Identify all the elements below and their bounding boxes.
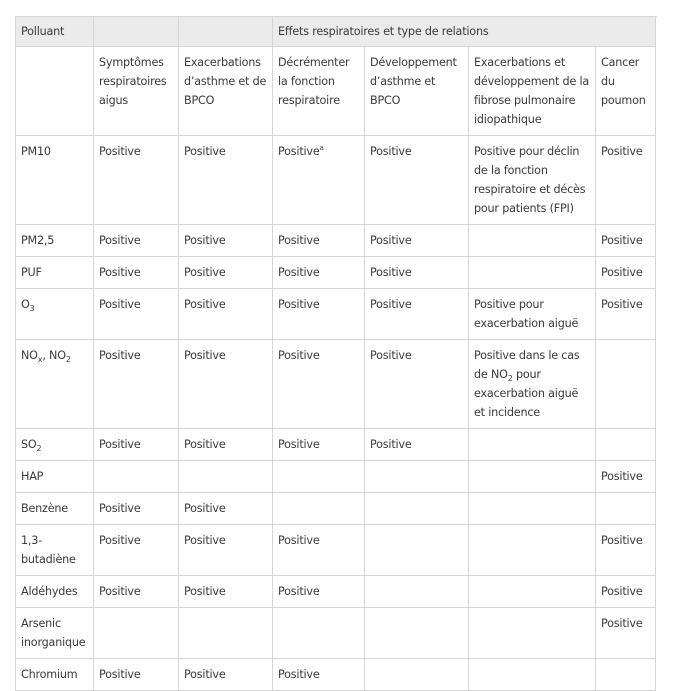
respiratory-effects-table: [15, 16, 656, 691]
effect-cell: Positive: [273, 257, 365, 289]
effect-cell: Positive dans le cas de $NO_2$ pour exacerbation aiguë et incidence: [469, 340, 596, 429]
effect-cell: Positive: [365, 340, 469, 429]
effect-cell: Positive: [94, 493, 179, 525]
footnote-marker: a: [319, 144, 324, 152]
effect-cell: Positive: [365, 429, 469, 461]
effect-cell: Positive: [94, 429, 179, 461]
effect-cell: Positive: [94, 225, 179, 257]
header-group: Effets respiratoires et type de relations: [273, 17, 656, 47]
effect-cell: [469, 257, 596, 289]
effect-cell: [94, 461, 179, 493]
effect-cell: Positive: [179, 493, 273, 525]
effect-cell: [365, 461, 469, 493]
effect-cell: Positive: [94, 659, 179, 691]
pollutant-cell: $NO_x$, $NO_2$: [16, 340, 94, 429]
table-row: [16, 340, 656, 429]
column-header: Décrémenter la fonction respiratoire: [273, 47, 365, 136]
pollutant-cell: PM10: [16, 136, 94, 225]
table-row: [16, 576, 656, 608]
effect-cell: [596, 340, 656, 429]
effect-cell: [365, 659, 469, 691]
effect-cell: Positive: [179, 659, 273, 691]
effect-cell: Positive: [596, 289, 656, 340]
effect-cell: Positive: [596, 525, 656, 576]
pollutant-cell: Benzène: [16, 493, 94, 525]
column-header: Symptômes respiratoires aigus: [94, 47, 179, 136]
effect-cell: Positive: [596, 461, 656, 493]
table-row: [16, 289, 656, 340]
effect-cell: [469, 525, 596, 576]
subscript: 2: [507, 374, 513, 383]
table-row: [16, 429, 656, 461]
effect-cell: Positive: [179, 289, 273, 340]
effect-cell: [469, 576, 596, 608]
effect-cell: Positive: [179, 340, 273, 429]
effect-cell: Positive: [596, 608, 656, 659]
effect-cell: Positive: [94, 136, 179, 225]
effect-cell: Positive: [273, 525, 365, 576]
effect-cell: Positive pour déclin de la fonction respiratoire et décès pour patients (FPI): [469, 136, 596, 225]
pollutant-cell: 1,3-butadiène: [16, 525, 94, 576]
effect-cell: [469, 429, 596, 461]
column-header: Développement d’asthme et BPCO: [365, 47, 469, 136]
effect-cell: Positive: [179, 525, 273, 576]
table-row: [16, 257, 656, 289]
subscript: 2: [65, 355, 71, 364]
effect-cell: [273, 461, 365, 493]
pollutant-cell: PM2,5: [16, 225, 94, 257]
pollutant-cell: Chromium: [16, 659, 94, 691]
subscript: x: [37, 355, 43, 364]
pollutant-cell: Arsenic inorganique: [16, 608, 94, 659]
subscript: 3: [29, 304, 35, 313]
effect-cell: Positive: [273, 429, 365, 461]
effect-cell: Positive: [94, 525, 179, 576]
subheader-row: [16, 47, 656, 136]
effect-cell: [365, 608, 469, 659]
table-row: [16, 659, 656, 691]
pollutant-cell: PUF: [16, 257, 94, 289]
effect-cell: Positive: [94, 340, 179, 429]
effect-cell: Positive: [596, 576, 656, 608]
effect-cell: Positive: [94, 257, 179, 289]
effect-cell: [596, 493, 656, 525]
effect-cell: Positive pour exacerbation aiguë: [469, 289, 596, 340]
effect-cell: Positive$^a$: [273, 136, 365, 225]
effect-cell: Positive: [179, 429, 273, 461]
table-body: [16, 136, 656, 691]
effect-cell: Positive: [179, 225, 273, 257]
column-header: Exacerbations et développement de la fibrose pulmonaire idiopathique: [469, 47, 596, 136]
effect-cell: Positive: [596, 136, 656, 225]
effect-cell: Positive: [596, 257, 656, 289]
effect-cell: [273, 608, 365, 659]
effect-cell: Positive: [273, 289, 365, 340]
effect-cell: Positive: [273, 659, 365, 691]
effect-cell: Positive: [179, 576, 273, 608]
effect-cell: Positive: [273, 576, 365, 608]
effect-cell: Positive: [273, 225, 365, 257]
pollutant-cell: $SO_2$: [16, 429, 94, 461]
table-row: [16, 493, 656, 525]
effect-cell: Positive: [365, 289, 469, 340]
subscript: 2: [36, 444, 42, 453]
pollutant-cell: Aldéhydes: [16, 576, 94, 608]
effect-cell: [365, 525, 469, 576]
effect-cell: Positive: [94, 576, 179, 608]
effect-cell: [596, 429, 656, 461]
effect-cell: Positive: [596, 225, 656, 257]
table-row: [16, 525, 656, 576]
subheader-blank: [16, 47, 94, 136]
pollutant-cell: $O_3$: [16, 289, 94, 340]
effect-cell: Positive: [94, 289, 179, 340]
header-row: [16, 17, 656, 47]
effect-cell: [273, 493, 365, 525]
effect-cell: [469, 608, 596, 659]
header-blank: [94, 17, 179, 47]
header-pollutant: Polluant: [16, 17, 94, 47]
effect-cell: [596, 659, 656, 691]
table-row: [16, 136, 656, 225]
effect-cell: [469, 659, 596, 691]
effect-cell: [94, 608, 179, 659]
effect-cell: [469, 225, 596, 257]
effect-cell: [469, 493, 596, 525]
column-header: Exacerbations d’asthme et de BPCO: [179, 47, 273, 136]
effect-cell: [365, 493, 469, 525]
effect-cell: Positive: [365, 257, 469, 289]
effect-cell: Positive: [365, 136, 469, 225]
table-row: [16, 461, 656, 493]
column-header: Cancer du poumon: [596, 47, 656, 136]
effect-cell: [365, 576, 469, 608]
effect-cell: [179, 461, 273, 493]
effect-cell: Positive: [273, 340, 365, 429]
effect-cell: Positive: [179, 257, 273, 289]
header-blank: [179, 17, 273, 47]
effect-cell: Positive: [179, 136, 273, 225]
effect-cell: [469, 461, 596, 493]
effect-cell: [179, 608, 273, 659]
table-row: [16, 225, 656, 257]
pollutant-cell: HAP: [16, 461, 94, 493]
table-row: [16, 608, 656, 659]
effect-cell: Positive: [365, 225, 469, 257]
